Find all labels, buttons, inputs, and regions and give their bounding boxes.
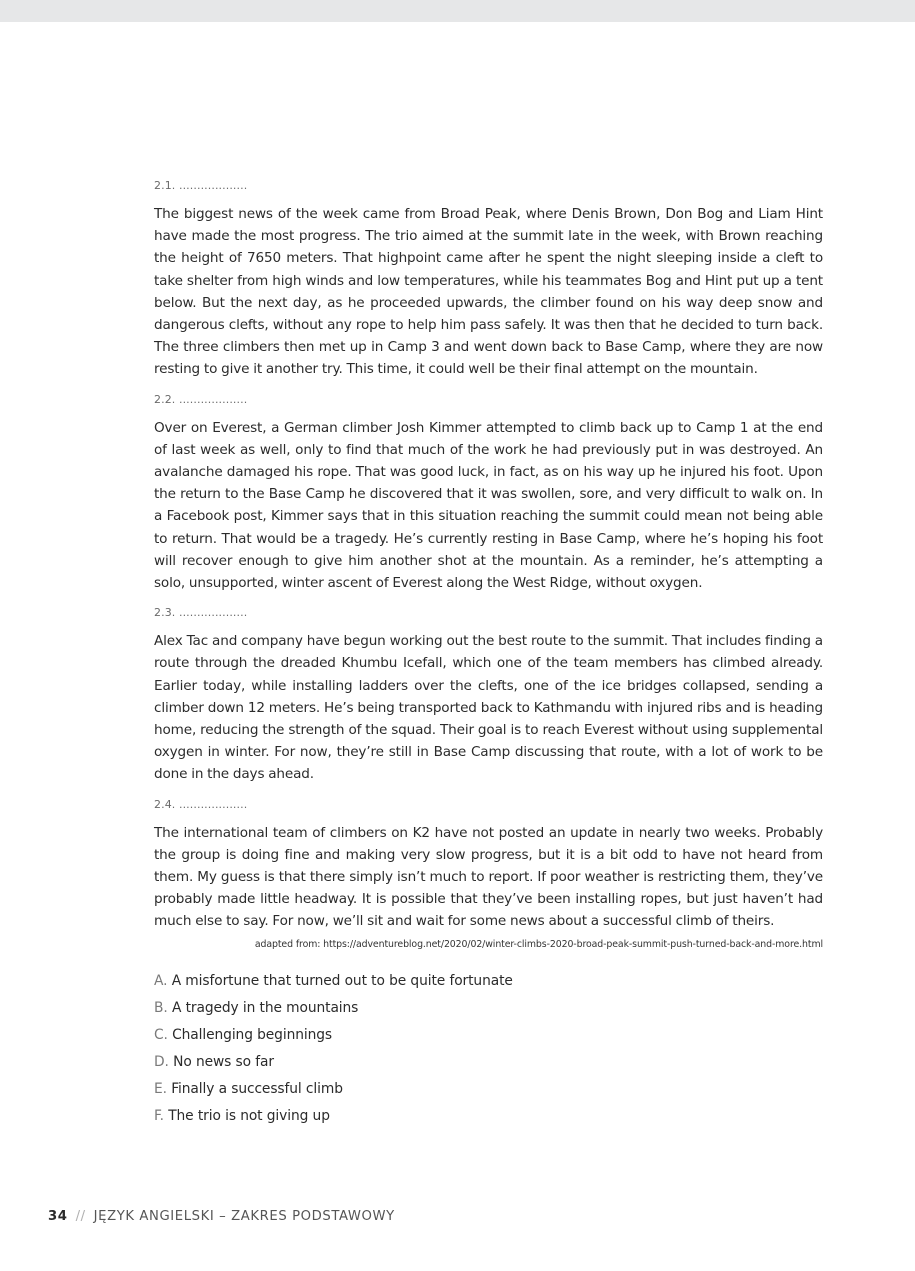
- option-c: [154, 1022, 823, 1049]
- section-2-2: [154, 392, 823, 595]
- option-letter: E.: [154, 1080, 167, 1097]
- option-d: [154, 1049, 823, 1076]
- option-letter: A.: [154, 972, 168, 989]
- top-bar: [0, 0, 915, 22]
- page-footer: [48, 1207, 395, 1227]
- page-number: 34: [48, 1209, 68, 1224]
- option-e: [154, 1076, 823, 1103]
- section-2-3: [154, 605, 823, 785]
- option-a: [154, 968, 823, 995]
- option-text: Challenging beginnings: [172, 1026, 332, 1043]
- option-text: Finally a successful climb: [171, 1080, 343, 1097]
- option-letter: C.: [154, 1026, 168, 1043]
- document-content: [154, 178, 823, 1130]
- option-text: A tragedy in the mountains: [171, 999, 359, 1016]
- section-2-4: [154, 797, 823, 933]
- section-paragraph: Alex Tac and company have begun working out the best route to the summit. That includes finding a route through the dreaded Khumbu Icefall, which one of the team members has climbed already. Earlier today, while installing ladders over the clefts, one of the ice bridges collapsed, sending a climber down 12 meters. He’s being transported back to Kathmandu with injured ribs and is heading home, reducing the strength of the squad. Their goal is to reach Everest without using supplemental oxygen in winter. For now, they’re still in Base Camp discussing that route, with a lot of work to be done in the days ahead.: [154, 633, 823, 783]
- footer-separator: //: [75, 1209, 86, 1224]
- option-letter: D.: [154, 1053, 169, 1070]
- option-b: [154, 995, 823, 1022]
- option-letter: B.: [154, 999, 168, 1016]
- section-number: 2.1. ...................: [154, 179, 248, 192]
- section-number: 2.3. ...................: [154, 606, 248, 620]
- section-2-1: [154, 178, 823, 381]
- option-letter: F.: [154, 1107, 164, 1124]
- section-number: 2.4. ...................: [154, 797, 248, 811]
- option-text: No news so far: [173, 1053, 274, 1070]
- section-paragraph: The biggest news of the week came from Broad Peak, where Denis Brown, Don Bog and Liam Hint have made the most progress. The trio aimed at the summit late in the week, with Brown reaching the height of 7650 meters. That highpoint came after he spent the night sleeping inside a cleft to take shelter from high winds and low temperatures, while his teammates Bog and Hint put up a tent below. But the next day, as he proceeded upwards, the climber found on his way deep snow and dangerous clefts, without any rope to help him pass safely. It was then that he decided to turn back. The three climbers then met up in Camp 3 and went down back to Base Camp, where they are now resting to give it another try. This time, it could well be their final attempt on the mountain.: [154, 206, 823, 378]
- heading-options-list: [154, 968, 823, 1130]
- section-paragraph: The international team of climbers on K2 have not posted an update in nearly two weeks. Probably the group is doing fine and making very slow progress, but it is a bit odd to have not heard from them. My guess is that there simply isn’t much to report. If poor weather is restricting them, they’ve probably made little headway. It is possible that they’ve been installing ropes, but just haven’t had much else to say. For now, we’ll sit and wait for some news about a successful climb of theirs.: [154, 824, 823, 930]
- footer-title: JĘZYK ANGIELSKI – ZAKRES PODSTAWOWY: [93, 1209, 395, 1224]
- source-citation: adapted from: https://adventureblog.net/2020/02/winter-climbs-2020-broad-peak-summit-push-turned-back-and-more.html: [254, 938, 823, 950]
- option-text: A misfortune that turned out to be quite fortunate: [171, 972, 513, 989]
- section-paragraph: Over on Everest, a German climber Josh Kimmer attempted to climb back up to Camp 1 at the end of last week as well, only to find that much of the work he had previously put in was destroyed. An avalanche damaged his rope. That was good luck, in fact, as on his way up he injured his foot. Upon the return to the Base Camp he discovered that it was swollen, sore, and very difficult to walk on. In a Facebook post, Kimmer says that in this situation reaching the summit could mean not being able to return. That would be a tragedy. He’s currently resting in Base Camp, where he’s hoping his foot will recover enough to give him another shot at the mountain. As a reminder, he’s attempting a solo, unsupported, winter ascent of Everest along the West Ridge, without oxygen.: [154, 419, 823, 592]
- section-number: 2.2. ...................: [154, 392, 248, 406]
- option-f: [154, 1103, 823, 1130]
- option-text: The trio is not giving up: [168, 1107, 330, 1124]
